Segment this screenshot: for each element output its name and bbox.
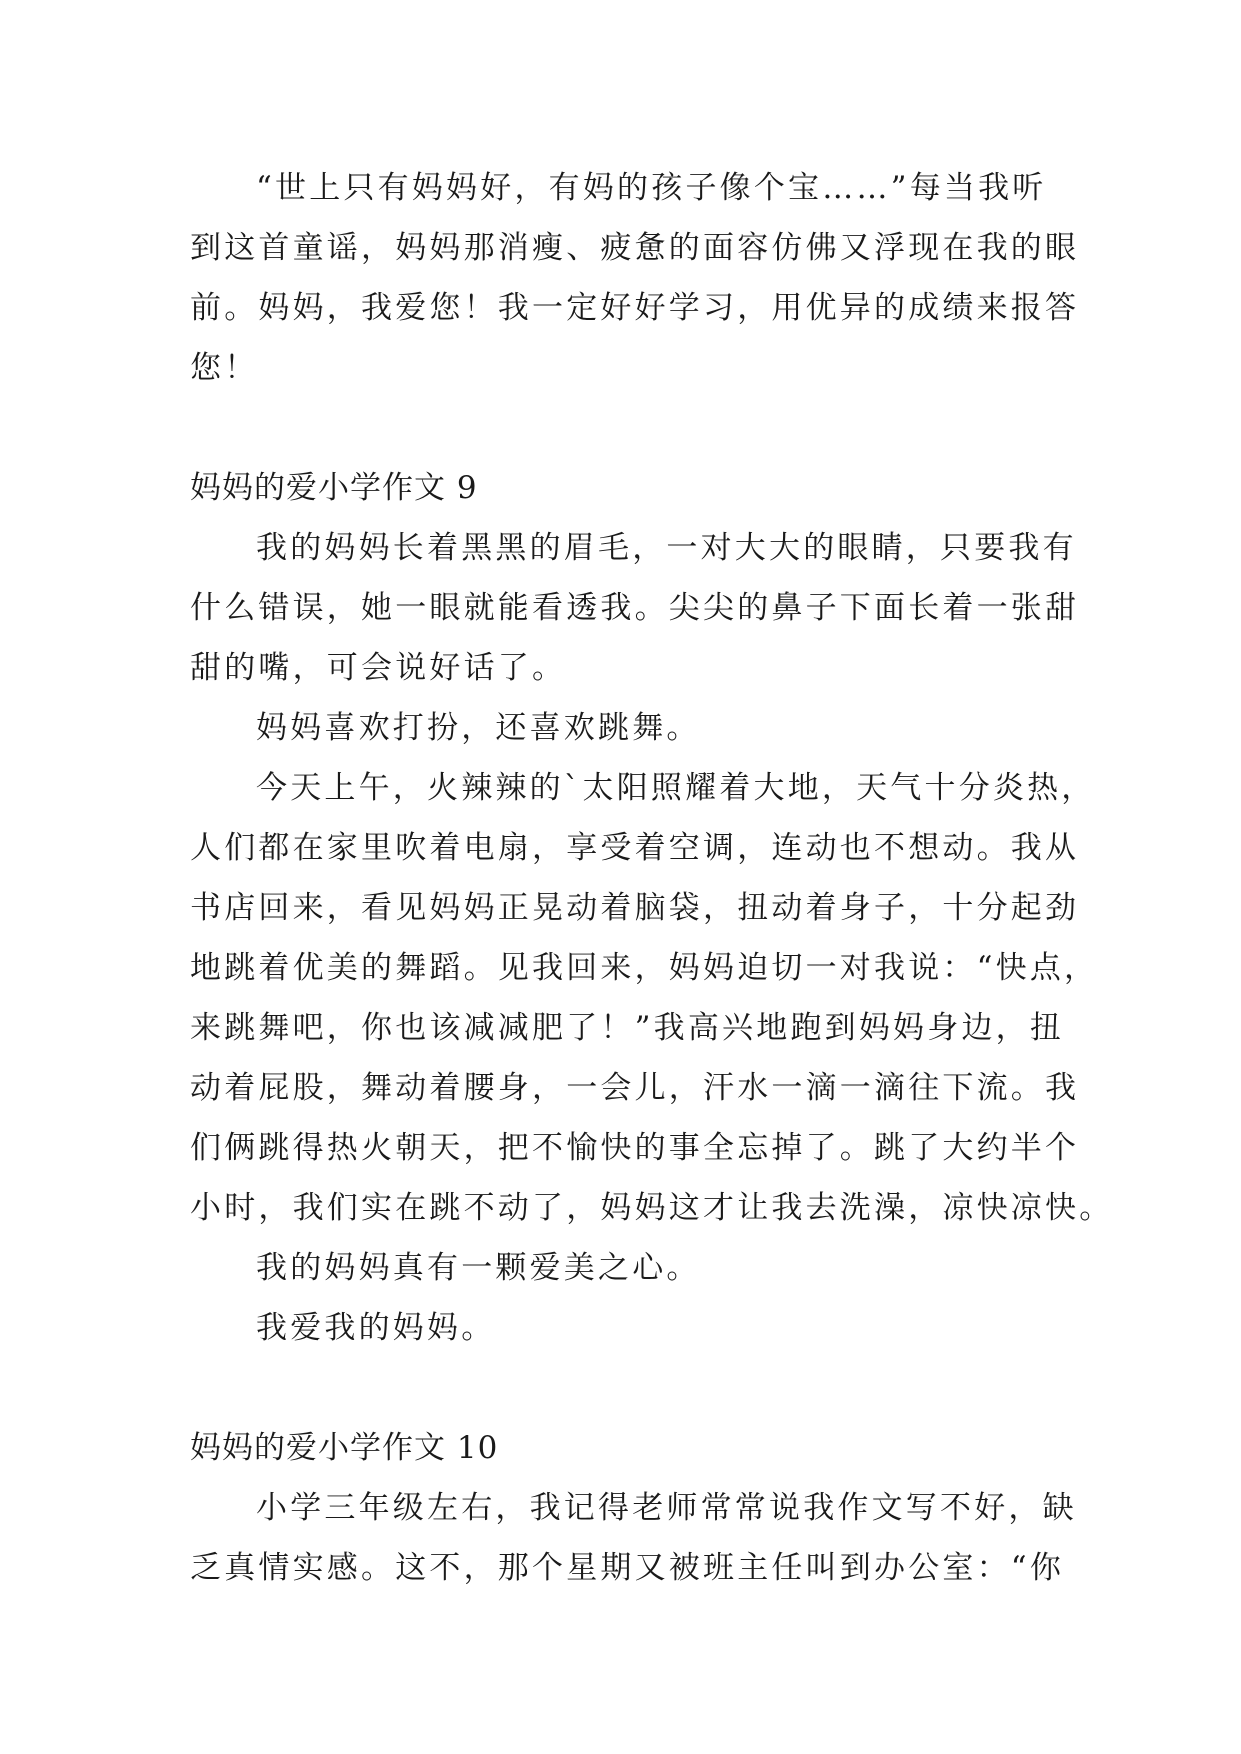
text-line: 您！ xyxy=(190,350,259,386)
text-line: 我的妈妈长着黑黑的眉毛，一对大大的眼睛，只要我有 xyxy=(256,530,1077,566)
text-line: “世上只有妈妈好，有妈的孩子像个宝……”每当我听 xyxy=(256,170,1047,206)
text-line: 来跳舞吧，你也该减减肥了！”我高兴地跑到妈妈身边，扭 xyxy=(190,1010,1065,1046)
text-line: 什么错误，她一眼就能看透我。尖尖的鼻子下面长着一张甜 xyxy=(190,590,1080,626)
paragraph xyxy=(190,758,1114,1238)
paragraph xyxy=(190,518,1080,698)
paragraph xyxy=(190,1238,1054,1298)
essay-9 xyxy=(190,458,1114,1358)
essay-title: 妈妈的爱小学作文 10 xyxy=(190,1430,499,1466)
essay-10 xyxy=(190,1418,1077,1598)
essay-title: 妈妈的爱小学作文 9 xyxy=(190,470,478,506)
text-line: 动着屁股，舞动着腰身，一会儿，汗水一滴一滴往下流。我 xyxy=(190,1070,1080,1106)
text-line: 小学三年级左右，我记得老师常常说我作文写不好，缺 xyxy=(256,1490,1077,1526)
paragraph xyxy=(190,1478,1077,1598)
paragraph xyxy=(190,698,1054,758)
paragraph-gap xyxy=(190,1358,1054,1418)
text-line: 小时，我们实在跳不动了，妈妈这才让我去洗澡，凉快凉快。 xyxy=(190,1190,1114,1226)
text-line: 书店回来，看见妈妈正晃动着脑袋，扭动着身子，十分起劲 xyxy=(190,890,1080,926)
text-line: 甜的嘴，可会说好话了。 xyxy=(190,650,567,686)
text-line: 们俩跳得热火朝天，把不愉快的事全忘掉了。跳了大约半个 xyxy=(190,1130,1080,1166)
paragraph-gap xyxy=(190,398,1054,458)
document-page xyxy=(190,158,1114,1598)
paragraph xyxy=(190,1298,1054,1358)
text-line: 妈妈喜欢打扮，还喜欢跳舞。 xyxy=(256,710,701,746)
text-line: 到这首童谣，妈妈那消瘦、疲惫的面容仿佛又浮现在我的眼 xyxy=(190,230,1080,266)
text-line: 前。妈妈，我爱您！我一定好好学习，用优异的成绩来报答 xyxy=(190,290,1080,326)
text-line: 我的妈妈真有一颗爱美之心。 xyxy=(256,1250,701,1286)
text-line: 乏真情实感。这不，那个星期又被班主任叫到办公室：“你 xyxy=(190,1550,1065,1586)
text-line: 地跳着优美的舞蹈。见我回来，妈妈迫切一对我说：“快点， xyxy=(190,950,1099,986)
text-line: 我爱我的妈妈。 xyxy=(256,1310,496,1346)
intro-paragraph xyxy=(190,158,1080,398)
text-line: 今天上午，火辣辣的`太阳照耀着大地，天气十分炎热， xyxy=(256,770,1096,806)
text-line: 人们都在家里吹着电扇，享受着空调，连动也不想动。我从 xyxy=(190,830,1080,866)
